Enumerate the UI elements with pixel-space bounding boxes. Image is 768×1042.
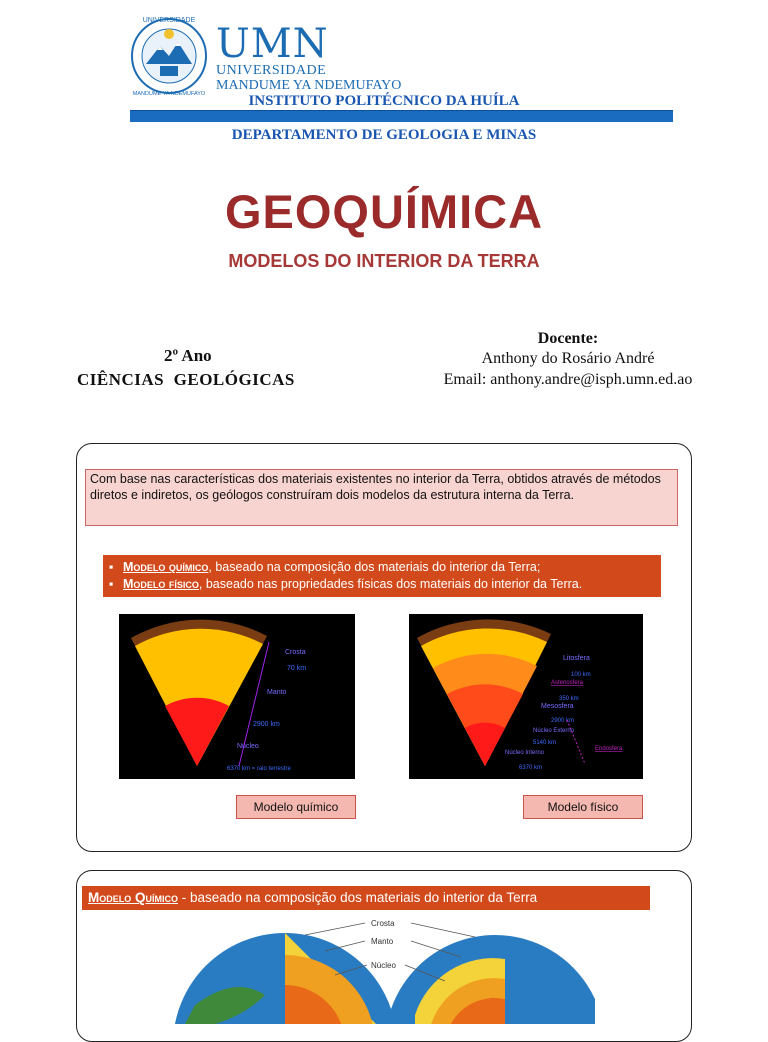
label-2900km: 2900 km <box>253 721 280 728</box>
label-endosfera: Endosfera <box>595 746 623 752</box>
physical-model-diagram <box>409 614 643 779</box>
model-desc: , baseado nas propriedades físicas dos materiais do interior da Terra. <box>198 577 583 591</box>
chemical-model-diagram <box>119 614 355 779</box>
intro-text-box <box>85 469 678 526</box>
label-astenosfera: Astenosfera <box>551 680 584 686</box>
page-subtitle: MODELOS DO INTERIOR DA TERRA <box>228 251 540 271</box>
logo-line2: MANDUME YA NDEMUFAYO <box>216 78 402 93</box>
chemical-model-header <box>82 886 650 910</box>
university-logo <box>130 12 208 100</box>
label-5140km: 5140 km <box>533 740 557 746</box>
course-name <box>77 370 295 390</box>
logo-wordmark <box>216 21 402 94</box>
label-crosta: Crosta <box>285 649 306 656</box>
physical-model-label: Modelo físico <box>523 795 643 819</box>
model-keyword: Modelo Químico <box>88 890 178 905</box>
model-keyword: Modelo químico <box>123 560 209 574</box>
core-layer <box>165 698 229 766</box>
course-name-text: CIÊNCIAS GEOLÓGICAS <box>77 370 295 389</box>
label-6370km: 6370 km <box>519 765 543 771</box>
label-6370km: 6370 km = raio terrestre <box>227 766 291 772</box>
label-100km: 100 km <box>571 672 591 678</box>
page-title: GEOQUÍMICA <box>224 185 544 238</box>
model-keyword: Modelo físico <box>123 577 199 591</box>
label-litosfera: Litosfera <box>563 655 590 662</box>
label-nucleo: Núcleo <box>237 743 259 750</box>
list-item <box>109 576 655 593</box>
label-manto: Manto <box>371 937 394 946</box>
bullet-icon: ▪ <box>109 560 114 574</box>
model-desc: , baseado na composição dos materiais do interior da Terra; <box>208 560 541 574</box>
department-name: DEPARTAMENTO DE GEOLOGIA E MINAS <box>231 127 537 143</box>
logo-ring-top: UNIVERSIDADE <box>142 17 196 24</box>
docente-email: Email: anthony.andre@isph.umn.ed.ao <box>443 371 693 388</box>
logo-ring-bottom: MANDUME YA NDEMUFAYO <box>132 91 206 97</box>
intro-text: Com base nas características dos materiais existentes no interior da Terra, obtidos através de métodos diretos e indiretos, os geólogos construíram dois modelos da estrutura interna da Terra. <box>90 472 661 502</box>
course-year: 2º Ano <box>164 346 212 365</box>
inner-core-layer <box>465 723 505 766</box>
model-list <box>103 555 661 597</box>
label-nucleo-externo: Núcleo Externo <box>533 728 575 734</box>
docente-label: Docente: <box>537 330 599 347</box>
label-2900km: 2900 km <box>551 718 575 724</box>
docente-name: Anthony do Rosário André <box>481 350 655 367</box>
label-nucleo: Núcleo <box>371 961 396 970</box>
logo-acronym: UMN <box>216 21 329 67</box>
earth-cutaway-illustration <box>175 915 595 1024</box>
list-item <box>109 559 655 576</box>
chemical-model-label: Modelo químico <box>236 795 356 819</box>
label-mesosfera: Mesosfera <box>541 703 574 710</box>
label-manto: Manto <box>267 689 287 696</box>
bullet-icon: ▪ <box>109 577 114 591</box>
label-crosta: Crosta <box>371 919 395 928</box>
institute-name: INSTITUTO POLITÉCNICO DA HUÍLA <box>248 93 520 109</box>
label-350km: 350 km <box>559 696 579 702</box>
model-desc: - baseado na composição dos materiais do interior da Terra <box>178 890 538 905</box>
label-70km: 70 km <box>287 665 307 672</box>
label-nucleo-interno: Núcleo Interno <box>505 750 545 756</box>
header-divider <box>130 110 673 122</box>
logo-line1: UNIVERSIDADE <box>216 63 327 78</box>
